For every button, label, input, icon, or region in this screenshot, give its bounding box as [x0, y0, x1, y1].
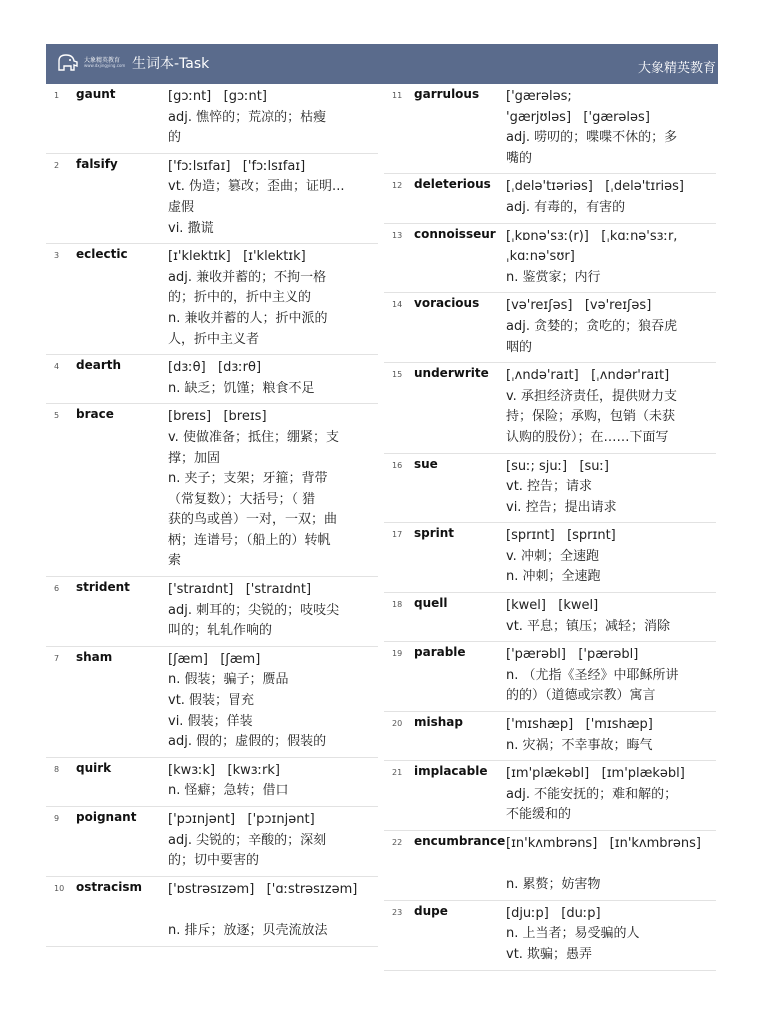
entry-definition: 认购的股份）；在……下面写 [506, 429, 669, 445]
entry-content [168, 650, 378, 753]
entry-phonetic: [dɜːθ] [dɜːrθ] [168, 360, 262, 376]
entry-phonetic: [və'reɪʃəs] [və'reɪʃəs] [506, 298, 652, 314]
logo-url: www.dxjingying.com [84, 63, 126, 68]
word-entry [46, 244, 378, 355]
entry-definition: v. 承担经济责任，提供财力支 [506, 388, 677, 404]
word-entry [384, 363, 716, 453]
entry-content [168, 87, 378, 149]
entry-word: deleterious [414, 177, 491, 192]
entry-word: underwrite [414, 366, 489, 381]
entry-phonetic: [ˌʌndə'raɪt] [ˌʌndər'raɪt] [506, 368, 670, 384]
entry-definition: adj. 不能安抚的；难和解的； [506, 786, 678, 802]
word-entry [46, 577, 378, 647]
entry-word: sham [76, 649, 113, 664]
entry-phonetic: [kwɜːk] [kwɜːrk] [168, 762, 280, 778]
entry-word: connoisseur [414, 226, 496, 241]
entry-definition: n. （尤指《圣经》中耶稣所讲 [506, 667, 679, 683]
entry-phonetic: [ˌdelə'tɪəriəs] [ˌdelə'tɪriəs] [506, 179, 685, 195]
word-entry [46, 154, 378, 244]
entry-definition: adj. 尖锐的；辛酸的；深刻 [168, 832, 327, 848]
entry-definition: v. 使做准备；抵住；绷紧；支 [168, 429, 339, 445]
entry-phonetic: ['mɪshæp] ['mɪshæp] [506, 717, 653, 733]
entry-word: garrulous [414, 87, 480, 101]
entry-definition: 不能缓和的 [506, 807, 572, 823]
entry-number: 17 [392, 530, 403, 540]
entry-definition: 咽的 [506, 339, 533, 355]
entry-definition: 嘴的 [506, 150, 533, 166]
entry-definition: 人，折中主义者 [168, 331, 260, 347]
entry-word: encumbrance [414, 834, 506, 848]
entry-definition: n. 兼收并蓄的人；折中派的 [168, 310, 328, 326]
entry-definition: vt. 欺骗；愚弄 [506, 946, 593, 962]
word-entry [46, 84, 378, 154]
word-entry [384, 831, 716, 901]
entry-phonetic: [djuːp] [duːp] [506, 905, 601, 921]
entry-number: 14 [392, 300, 403, 310]
entry-content [168, 247, 378, 350]
entry-content [506, 457, 716, 519]
word-entry [46, 404, 378, 577]
entry-word: dupe [414, 903, 448, 918]
entry-content [168, 810, 378, 872]
entry-definition: n. 鉴赏家；内行 [506, 269, 601, 285]
entry-phonetic: [gɔːnt] [gɔːnt] [168, 89, 267, 104]
entry-definition: n. 灾祸；不幸事故；晦气 [506, 737, 653, 753]
entry-content [168, 407, 378, 572]
entry-content [506, 366, 716, 448]
entry-definition: n. 上当者；易受骗的人 [506, 926, 640, 942]
entry-definition: 叫的；轧轧作响的 [168, 623, 273, 639]
entry-number: 13 [392, 230, 403, 240]
entry-definition: adj. 贪婪的；贪吃的；狼吞虎 [506, 318, 678, 334]
entry-number: 8 [54, 764, 60, 774]
entry-word: strident [76, 580, 130, 595]
brand-name: 大象精英教育 [637, 61, 716, 76]
entry-definition: n. 冲刺；全速跑 [506, 569, 601, 585]
entry-definition: 的 [168, 130, 182, 146]
word-list-right [384, 84, 716, 971]
word-entry [384, 593, 716, 642]
entry-phonetic: ['ɒstrəsɪzəm] ['ɑːstrəsɪzəm] [168, 881, 358, 897]
entry-phonetic: [ɪ'klektɪk] [ɪ'klektɪk] [168, 249, 306, 265]
entry-content [506, 715, 716, 756]
entry-definition: adj. 有毒的，有害的 [506, 199, 626, 215]
entry-phonetic: ['fɔːlsɪfaɪ] ['fɔːlsɪfaɪ] [168, 158, 306, 174]
logo-text: 大象精英教育 [84, 57, 121, 64]
entry-phonetic: [kwel] [kwel] [506, 598, 599, 614]
entry-content [506, 296, 716, 358]
entry-definition: 的；切中要害的 [168, 853, 260, 869]
entry-definition: 的；折中的，折中主义的 [168, 290, 312, 306]
entry-number: 10 [54, 883, 65, 893]
entry-number: 19 [392, 649, 403, 659]
entry-definition: vt. 假装；冒充 [168, 693, 255, 709]
word-entry [46, 758, 378, 807]
entry-number: 5 [54, 411, 60, 421]
entry-number: 7 [54, 653, 60, 663]
word-entry [46, 355, 378, 404]
entry-definition: n. 夹子；支架；牙箍；背带 [168, 471, 328, 487]
entry-definition: 获的鸟或兽）一对，一双；曲 [168, 512, 338, 528]
entry-phonetic: [sprɪnt] [sprɪnt] [506, 528, 616, 544]
entry-number: 9 [54, 814, 60, 823]
entry-word: ostracism [76, 879, 143, 894]
entry-number: 3 [54, 251, 60, 261]
entry-spacer [506, 855, 716, 876]
word-entry [384, 174, 716, 223]
word-entry [384, 84, 716, 174]
word-entry [46, 877, 378, 947]
entry-word: dearth [76, 358, 122, 373]
entry-content [506, 526, 716, 588]
entry-definition: 撑；加固 [168, 450, 221, 466]
entry-definition: （常复数）；大括号；（ 猎 [168, 491, 316, 507]
entry-definition: adj. 兼收并蓄的；不拘一格 [168, 269, 327, 285]
word-list-left [46, 84, 378, 947]
entry-word: parable [414, 645, 466, 660]
word-entry [384, 293, 716, 363]
app-header [46, 44, 718, 84]
entry-number: 20 [392, 719, 403, 729]
entry-definition: 索 [168, 553, 182, 569]
entry-definition: n. 缺乏；饥馑；粮食不足 [168, 380, 315, 396]
word-entry [384, 642, 716, 712]
word-entry [384, 523, 716, 593]
elephant-logo-icon [56, 52, 80, 74]
entry-word: gaunt [76, 87, 116, 101]
entry-content [506, 764, 716, 826]
entry-definition: n. 假装；骗子；赝品 [168, 672, 289, 688]
entry-content [168, 157, 378, 239]
entry-word: quell [414, 596, 448, 611]
entry-word: eclectic [76, 247, 128, 262]
entry-definition: vi. 假装；佯装 [168, 713, 253, 729]
entry-definition: adj. 憔悴的；荒凉的；枯瘦 [168, 109, 327, 125]
word-entry [384, 761, 716, 831]
entry-phonetic: [ˌkɒnə'sɜː(r)] [ˌkɑːnə'sɜːr, ˌkɑːnə'sʊr] [506, 228, 678, 265]
entry-content [506, 227, 716, 289]
entry-number: 11 [392, 91, 403, 100]
entry-definition: n. 怪癖；急转；借口 [168, 783, 289, 799]
entry-definition: vi. 控告；提出请求 [506, 499, 617, 515]
word-entry [46, 807, 378, 877]
entry-phonetic: [ʃæm] [ʃæm] [168, 651, 261, 667]
entry-word: poignant [76, 810, 137, 824]
entry-phonetic: [suː; sjuː] [suː] [506, 458, 609, 474]
entry-definition: adj. 刺耳的；尖锐的；吱吱尖 [168, 602, 340, 618]
entry-content [168, 880, 378, 942]
entry-phonetic: [ɪn'kʌmbrəns] [ɪn'kʌmbrəns] [506, 836, 701, 851]
entry-definition: v. 冲刺；全速跑 [506, 548, 599, 564]
entry-definition: 虚假 [168, 199, 195, 215]
word-entry [384, 224, 716, 294]
entry-content [506, 177, 716, 218]
entry-word: quirk [76, 760, 112, 775]
entry-number: 2 [54, 160, 60, 170]
entry-number: 16 [392, 460, 403, 470]
entry-phonetic: [breɪs] [breɪs] [168, 409, 267, 425]
word-entry [384, 901, 716, 971]
word-entry [46, 647, 378, 758]
entry-phonetic: ['pɔɪnjənt] ['pɔɪnjənt] [168, 812, 315, 827]
entry-number: 15 [392, 370, 403, 380]
entry-phonetic: ['gærələs; 'gærjʊləs] ['gærələs] [506, 89, 650, 125]
entry-word: voracious [414, 296, 480, 311]
entry-definition: 柄；连谱号；（船上的）转帆 [168, 532, 331, 548]
entry-content [506, 645, 716, 707]
entry-number: 21 [392, 768, 403, 778]
entry-phonetic: [ɪm'plækəbl] [ɪm'plækəbl] [506, 766, 685, 782]
entry-definition: vt. 平息；镇压；减轻；消除 [506, 618, 671, 634]
entry-definition: adj. 假的；虚假的；假装的 [168, 734, 327, 750]
entry-word: brace [76, 407, 114, 422]
entry-number: 23 [392, 907, 403, 917]
entry-number: 22 [392, 838, 403, 847]
entry-number: 12 [392, 181, 403, 191]
entry-word: sue [414, 456, 438, 471]
entry-number: 6 [54, 584, 60, 594]
entry-content [506, 904, 716, 966]
entry-word: implacable [414, 764, 488, 779]
entry-content [168, 761, 378, 802]
entry-content [168, 358, 378, 399]
page-title: 生词本-Task [132, 56, 210, 72]
entry-word: falsify [76, 156, 118, 171]
entry-definition: vi. 撒谎 [168, 220, 214, 236]
entry-definition: vt. 伪造；篡改；歪曲；证明... [168, 179, 345, 195]
entry-word: mishap [414, 715, 463, 730]
entry-definition: n. 排斥；放逐；贝壳流放法 [168, 922, 328, 938]
entry-number: 1 [54, 91, 60, 100]
word-entry [384, 454, 716, 524]
entry-definition: n. 累赘；妨害物 [506, 877, 601, 893]
entry-content [168, 580, 378, 642]
entry-definition: adj. 唠叨的；喋喋不休的；多 [506, 130, 678, 146]
entry-content [506, 834, 716, 896]
entry-definition: vt. 控告；请求 [506, 479, 593, 495]
entry-word: sprint [414, 526, 455, 541]
entry-definition: 的的）（道德或宗教）寓言 [506, 688, 656, 704]
entry-phonetic: ['straɪdnt] ['straɪdnt] [168, 582, 312, 598]
entry-spacer [168, 900, 378, 921]
entry-content [506, 596, 716, 637]
word-entry [384, 712, 716, 761]
entry-content [506, 87, 716, 169]
entry-phonetic: ['pærəbl] ['pærəbl] [506, 647, 639, 663]
entry-number: 4 [54, 362, 60, 372]
entry-definition: 持；保险；承购，包销（未获 [506, 409, 676, 425]
entry-number: 18 [392, 600, 403, 610]
